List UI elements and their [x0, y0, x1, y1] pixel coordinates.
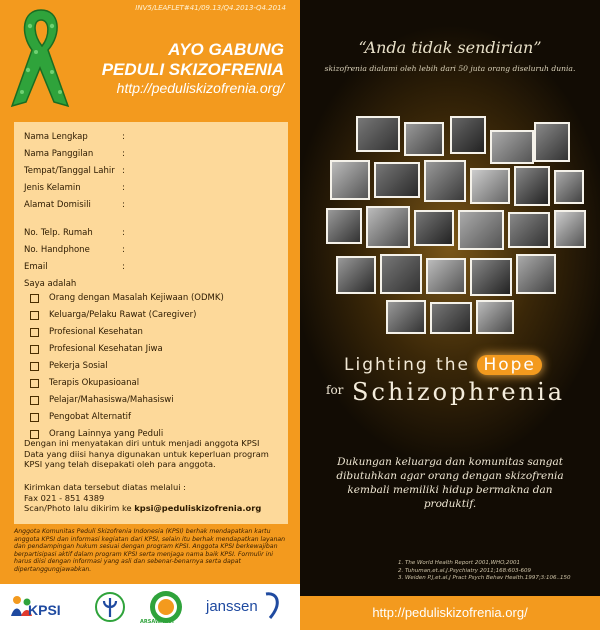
option-checkbox[interactable]	[30, 328, 39, 337]
option-label: Orang Lainnya yang Peduli	[49, 429, 164, 439]
field-label: Nama Lengkap	[24, 132, 88, 142]
field-row[interactable]: No. Telp. Rumah :	[24, 228, 125, 238]
photo	[534, 122, 570, 162]
headline-line1: AYO GABUNG	[168, 40, 284, 59]
option-label: Keluarga/Pelaku Rawat (Caregiver)	[49, 310, 197, 320]
photo	[450, 116, 486, 154]
field-label: Tempat/Tanggal Lahir	[24, 166, 115, 176]
photo	[476, 300, 514, 334]
title-schizophrenia: Schizophrenia	[352, 378, 566, 406]
option-label: Profesional Kesehatan	[49, 327, 143, 337]
option-label: Orang dengan Masalah Kejiwaan (ODMK)	[49, 293, 224, 303]
field-row[interactable]: Jenis Kelamin :	[24, 183, 125, 193]
option-checkbox[interactable]	[30, 294, 39, 303]
photo	[330, 160, 370, 200]
reference-item: 1. The World Health Report 2001,WHO,2001	[398, 560, 521, 566]
option-label: Pelajar/Mahasiswa/Mahasiswi	[49, 395, 174, 405]
field-row[interactable]: Nama Panggilan :	[24, 149, 125, 159]
field-label: No. Handphone	[24, 245, 90, 255]
fax-number: Fax 021 - 851 4389	[24, 492, 105, 503]
quote-heading: “Anda tidak sendirian”	[358, 38, 542, 57]
option-label: Pengobat Alternatif	[49, 412, 132, 422]
photo	[386, 300, 426, 334]
scan-line	[24, 503, 280, 514]
website-link-bottom[interactable]: http://peduliskizofrenia.org/	[300, 596, 600, 630]
photo	[326, 208, 362, 244]
photo	[414, 210, 454, 246]
photo	[508, 212, 550, 248]
leaflet-code: INV5/LEAFLET#41/09.13/Q4.2013-Q4.2014	[135, 4, 286, 12]
photo	[430, 302, 472, 334]
photo	[336, 256, 376, 294]
photo	[554, 210, 586, 248]
photo	[404, 122, 444, 156]
photo	[380, 254, 422, 294]
headline	[102, 40, 284, 80]
photo	[458, 210, 504, 250]
declaration-text: Dengan ini menyatakan diri untuk menjadi anggota KPSI Data yang diisi hanya digunakan untuk keperluan program KPSI yang telah disepakati oleh para anggota.	[24, 438, 269, 469]
option-label: Terapis Okupasioanal	[49, 378, 140, 388]
quote-subtitle: skizofrenia dialami oleh lebih dari 50 juta orang diseluruh dunia.	[324, 64, 576, 73]
option-checkbox[interactable]	[30, 379, 39, 388]
title-for: for	[326, 383, 344, 397]
photo	[514, 166, 550, 206]
campaign-title-line1	[344, 355, 542, 375]
kpsi-logo-text: KPSI	[28, 602, 61, 618]
reference-item: 2. Tuhuman,et.al.J.Psychiatry 2011;168:603-609	[398, 567, 531, 574]
field-row[interactable]: Alamat Domisili :	[24, 200, 125, 210]
website-link-top[interactable]: http://peduliskizofrenia.org/	[116, 80, 284, 96]
photo	[470, 258, 512, 296]
option-label: Pekerja Sosial	[49, 361, 108, 371]
option-checkbox[interactable]	[30, 311, 39, 320]
registration-form	[14, 122, 288, 524]
field-row[interactable]: Nama Lengkap :	[24, 132, 125, 142]
janssen-logo-text: janssen	[206, 598, 258, 615]
photo	[424, 160, 466, 202]
field-label: Jenis Kelamin	[24, 183, 81, 193]
field-row[interactable]: Email :	[24, 262, 125, 272]
photo	[426, 258, 466, 294]
field-row[interactable]: Tempat/Tanggal Lahir :	[24, 166, 125, 176]
green-ribbon-icon	[6, 6, 76, 111]
contact-email[interactable]: kpsi@peduliskizofrenia.org	[134, 503, 262, 513]
option-checkbox[interactable]	[30, 413, 39, 422]
membership-fineprint: Anggota Komunitas Peduli Skizofrenia Indonesia (KPSI) berhak mendapatkan kartu anggota KPSI dan informasi kegiatan dari KPSI, selain itu berhak mendapatkan layanan dan pendampingan hukum sesuai dengan program KPSI. Anggota KPSI berkewajiban berpartisipasi aktif dalam program KPSI serta menjaga nama baik KPSI. Formulir ini harus diisi dengan informasi yang asli dan sebenar-benarnya serta dapat dipertanggungjawabkan.	[14, 528, 286, 573]
photo	[554, 170, 584, 204]
send-instructions	[24, 482, 280, 514]
arsawakoi-text: ARSAWAKOI	[140, 619, 174, 625]
photo-collage	[326, 112, 588, 337]
title-lighting: Lighting the	[344, 355, 471, 375]
saya-adalah-label: Saya adalah	[24, 279, 77, 289]
support-message: Dukungan keluarga dan komunitas sangat dibutuhkan agar orang dengan skizofrenia kembali memiliki hidup bermakna dan produktif.	[336, 456, 564, 510]
photo	[356, 116, 400, 152]
field-label: Email	[24, 262, 48, 272]
field-row[interactable]: No. Handphone :	[24, 245, 125, 255]
photo	[374, 162, 420, 198]
references	[398, 560, 571, 583]
send-title: Kirimkan data tersebut diatas melalui :	[24, 482, 186, 492]
field-label: Alamat Domisili	[24, 200, 91, 210]
sponsor-logos	[0, 584, 300, 630]
photo	[516, 254, 556, 294]
photo	[366, 206, 410, 248]
option-label: Profesional Kesehatan Jiwa	[49, 344, 163, 354]
photo	[470, 168, 510, 204]
headline-line2: PEDULI SKIZOFRENIA	[101, 60, 284, 79]
scan-prefix: Scan/Photo lalu dikirim ke	[24, 503, 135, 513]
photo	[490, 130, 534, 164]
option-checkbox[interactable]	[30, 396, 39, 405]
title-hope: Hope	[477, 355, 541, 375]
reference-item: 3. Weiden P.J,et.al.J Pract Psych Behav Health.1997;3:106..150	[398, 575, 571, 581]
field-label: Nama Panggilan	[24, 149, 94, 159]
option-checkbox[interactable]	[30, 345, 39, 354]
psychiatry-logo-icon	[95, 592, 125, 622]
field-label: No. Telp. Rumah	[24, 228, 93, 238]
janssen-swoosh-icon	[262, 590, 284, 620]
cover-panel	[300, 0, 600, 630]
option-checkbox[interactable]	[30, 362, 39, 371]
